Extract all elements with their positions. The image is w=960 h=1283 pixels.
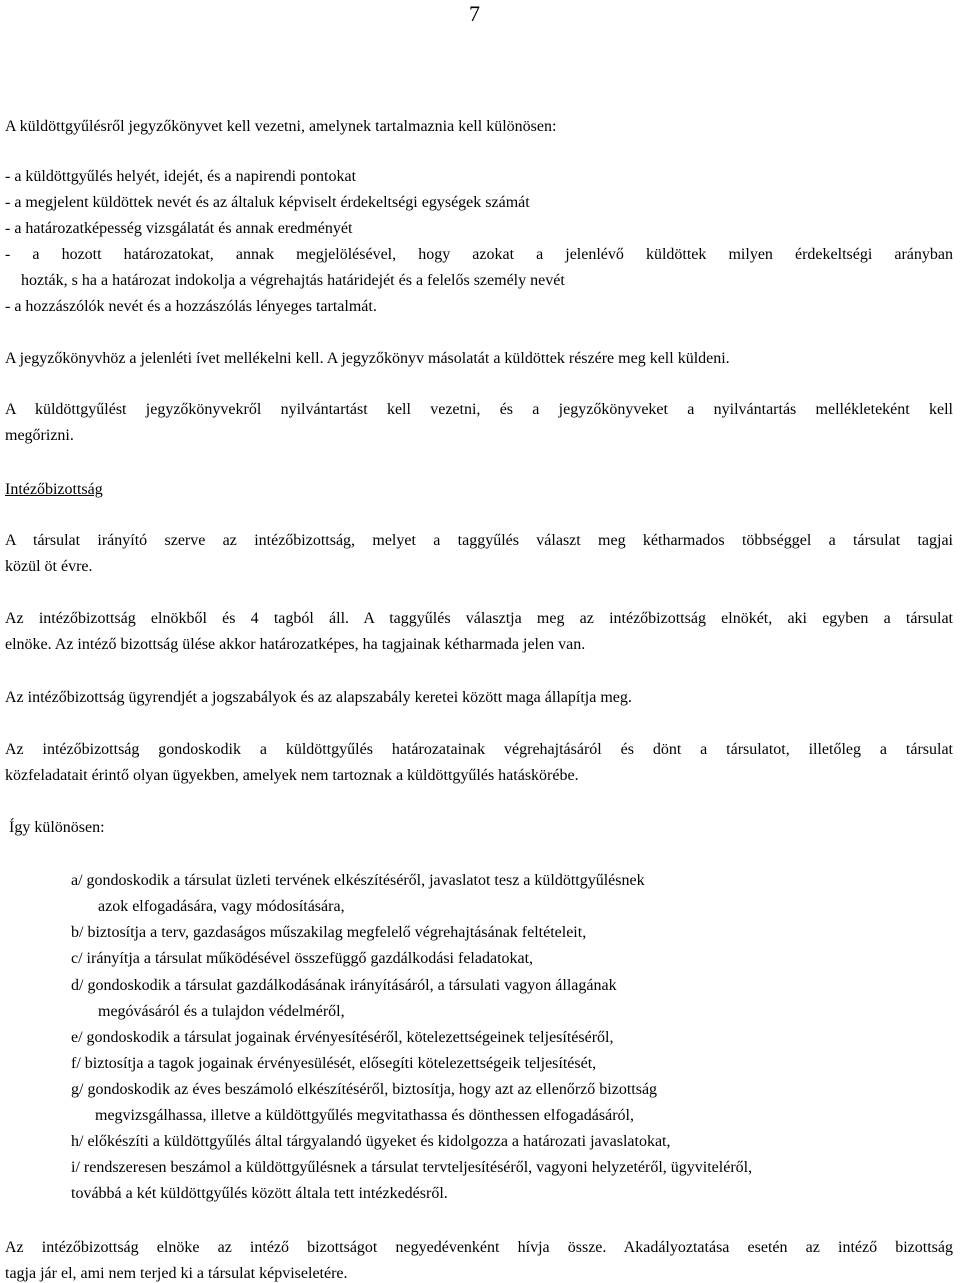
governing-paragraph-line: közül öt évre. — [5, 558, 93, 575]
task-item: i/ rendszeresen beszámol a küldöttgyűlésnek a társulat tervteljesítéséről, vagyoni helyzetéről, ügyviteléről, — [71, 1159, 753, 1176]
duties-paragraph-line: Az intézőbizottság gondoskodik a küldöttgyűlés határozatainak végrehajtásáról és dönt a társulatot, illetőleg a társulat — [5, 741, 953, 758]
task-item: c/ irányítja a társulat működésével összefüggő gazdálkodási feladatokat, — [71, 950, 534, 967]
intro-paragraph: A küldöttgyűlésről jegyzőkönyvet kell vezetni, amelynek tartalmaznia kell különösen: — [5, 118, 557, 135]
task-item-continuation: megóvásáról és a tulajdon védelméről, — [98, 1003, 345, 1020]
composition-paragraph-line: Az intézőbizottság elnökből és 4 tagból áll. A taggyűlés választja meg az intézőbizottság elnökét, aki egyben a társulat — [5, 610, 953, 627]
list-item: - a hozzászólók nevét és a hozzászólás lényeges tartalmát. — [5, 298, 377, 315]
task-item: d/ gondoskodik a társulat gazdálkodásának irányításáról, a társulati vagyon állagának — [71, 977, 617, 994]
list-item: - a hozott határozatokat, annak megjelölésével, hogy azokat a jelenlévő küldöttek milyen érdekeltségi arányban — [5, 246, 953, 263]
list-item-continuation: hozták, s ha a határozat indokolja a végrehajtás határidejét és a felelős személy nevét — [21, 272, 565, 289]
registry-paragraph-line: A küldöttgyűlést jegyzőkönyvekről nyilvántartást kell vezetni, és a jegyzőkönyveket a nyilvántartás mellékleteként kell — [5, 401, 953, 418]
composition-paragraph-line: elnöke. Az intéző bizottság ülése akkor határozatképes, ha tagjainak kétharmada jelen van. — [5, 636, 586, 653]
particular-label: Így különösen: — [9, 819, 105, 836]
duties-paragraph-line: közfeladatait érintő olyan ügyekben, amelyek nem tartoznak a küldöttgyűlés hatáskörébe. — [5, 767, 579, 784]
task-item: f/ biztosítja a tagok jogainak érvényesülését, elősegíti kötelezettségeik teljesítését, — [71, 1055, 597, 1072]
closing-paragraph-line: tagja jár el, ami nem terjed ki a társulat képviseletére. — [5, 1265, 348, 1282]
governing-paragraph-line: A társulat irányító szerve az intézőbizottság, melyet a taggyűlés választ meg kétharmados többséggel a társulat tagjai — [5, 532, 953, 549]
list-item: - a küldöttgyűlés helyét, idejét, és a napirendi pontokat — [5, 168, 357, 185]
closing-paragraph-line: Az intézőbizottság elnöke az intéző bizottságot negyedévenként hívja össze. Akadályoztatása esetén az intéző bizottság — [5, 1239, 953, 1256]
list-item: - a határozatképesség vizsgálatát és annak eredményét — [5, 220, 353, 237]
page-number: 7 — [469, 1, 480, 26]
attendance-paragraph: A jegyzőkönyvhöz a jelenléti ívet mellékelni kell. A jegyzőkönyv másolatát a küldöttek részére meg kell küldeni. — [5, 350, 730, 367]
task-item: b/ biztosítja a terv, gazdaságos műszakilag megfelelő végrehajtásának feltételeit, — [71, 924, 587, 941]
task-item-continuation: továbbá a két küldöttgyűlés között általa tett intézkedésről. — [71, 1185, 448, 1202]
rules-paragraph: Az intézőbizottság ügyrendjét a jogszabályok és az alapszabály keretei között maga állapítja meg. — [5, 689, 632, 706]
task-item: a/ gondoskodik a társulat üzleti tervének elkészítéséről, javaslatot tesz a küldöttgyűlésnek — [71, 872, 645, 889]
task-item-continuation: megvizsgálhassa, illetve a küldöttgyűlés megvitathassa és dönthessen elfogadásáról, — [95, 1107, 634, 1124]
list-item: - a megjelent küldöttek nevét és az általuk képviselt érdekeltségi egységek számát — [5, 194, 530, 211]
registry-paragraph-line: megőrizni. — [5, 427, 74, 444]
task-item-continuation: azok elfogadására, vagy módosítására, — [98, 898, 345, 915]
task-item: h/ előkészíti a küldöttgyűlés által tárgyalandó ügyeket és kidolgozza a határozati javaslatokat, — [71, 1133, 671, 1150]
section-heading: Intézőbizottság — [5, 481, 103, 498]
task-item: g/ gondoskodik az éves beszámoló elkészítéséről, biztosítja, hogy azt az ellenőrző bizottság — [71, 1081, 658, 1098]
task-item: e/ gondoskodik a társulat jogainak érvényesítéséről, kötelezettségeinek teljesítéséről, — [71, 1029, 614, 1046]
